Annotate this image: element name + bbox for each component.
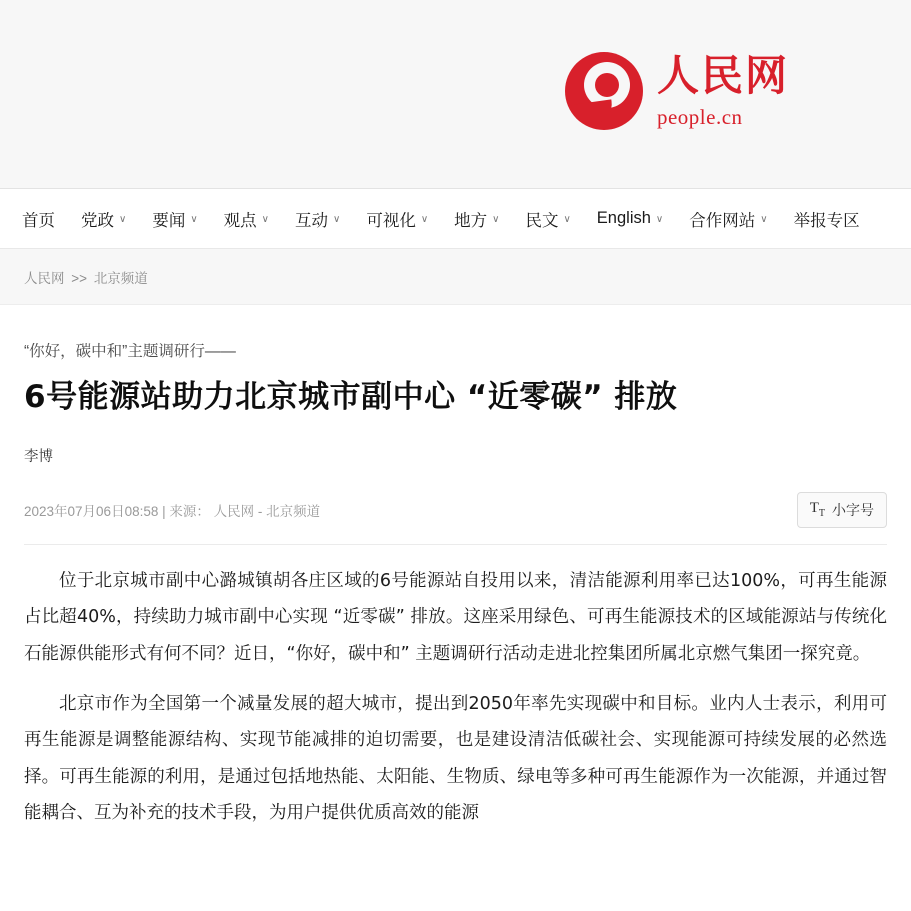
breadcrumb — [24, 267, 148, 287]
article-source: 人民网 - 北京频道 — [213, 503, 321, 519]
chevron-down-icon: ∨ — [420, 214, 429, 225]
nav-item-label: 合作网站 — [689, 211, 756, 230]
chevron-down-icon: ∨ — [190, 214, 198, 225]
font-size-icon — [810, 500, 825, 519]
nav-item-label: 党政 — [81, 211, 114, 230]
article-meta-left — [24, 500, 320, 520]
site-logo[interactable] — [565, 52, 789, 130]
nav-item-local[interactable] — [454, 207, 499, 231]
article-meta-row — [24, 492, 887, 545]
nav-item-label: 互动 — [294, 211, 328, 230]
nav-item-english[interactable] — [597, 209, 663, 228]
article — [0, 305, 911, 832]
nav-item-interaction[interactable] — [295, 207, 340, 231]
chevron-down-icon: ∨ — [261, 214, 269, 225]
article-paragraph: 北京市作为全国第一个减量发展的超大城市，提出到2050年率先实现碳中和目标。业内人士表示，利用可再生能源是调整能源结构、实现节能减排的迫切需要，也是建设清洁低碳社会、实现能源可持续发展的必然选择。可再生能源的利用，是通过包括地热能、太阳能、生物质、绿电等多种可再生能源作为一次能源，并通过智能耦合、互为补充的技术手段，为用户提供优质高效的能源 — [24, 694, 887, 824]
nav-item-ethnic-languages[interactable] — [525, 207, 570, 231]
page-title: 6号能源站助力北京城市副中心 “近零碳” 排放 — [24, 379, 678, 415]
logo-english-name: people.cn — [656, 104, 743, 129]
breadcrumb-bar — [0, 249, 911, 305]
article-author: 李博 — [24, 448, 53, 465]
nav-item-label: 观点 — [223, 211, 257, 230]
article-body — [24, 545, 887, 832]
chevron-down-icon: ∨ — [760, 214, 768, 225]
logo-chinese-name: 人民网 — [656, 50, 789, 100]
chevron-down-icon: ∨ — [655, 214, 664, 225]
site-header — [0, 0, 911, 189]
nav-item-partner-sites[interactable] — [689, 207, 767, 231]
breadcrumb-link-current[interactable]: 北京频道 — [93, 270, 148, 286]
nav-item-top-news[interactable] — [152, 207, 197, 231]
breadcrumb-separator: >> — [71, 270, 88, 286]
article-kicker: “你好，碳中和”主题调研行—— — [24, 343, 236, 360]
nav-item-home[interactable] — [22, 207, 55, 231]
breadcrumb-link-root[interactable]: 人民网 — [24, 270, 65, 286]
main-navigation — [0, 189, 911, 249]
font-size-icon-sub: T — [818, 508, 825, 520]
nav-item-label: 可视化 — [366, 211, 416, 230]
chevron-down-icon: ∨ — [332, 214, 341, 225]
people-cn-logo-icon — [565, 52, 643, 130]
article-paragraph: 位于北京城市副中心潞城镇胡各庄区域的6号能源站自投用以来，清洁能源利用率已达100%，可再生能源占比超40%，持续助力城市副中心实现 “近零碳” 排放。这座采用绿色、可再生能源技术的区域能源站与传统化石能源供能形式有何不同？近日，“你好，碳中和” 主题调研行活动走进北控集团所属北京燃气集团一探究竟。 — [24, 570, 887, 664]
font-size-icon-main: T — [809, 500, 819, 517]
nav-item-party-government[interactable] — [81, 207, 126, 231]
chevron-down-icon: ∨ — [563, 214, 571, 225]
article-source-label: | 来源： — [162, 503, 210, 519]
nav-item-label: 要闻 — [152, 211, 186, 230]
nav-item-label: English — [596, 209, 651, 227]
font-size-button[interactable] — [797, 492, 887, 528]
nav-item-report-zone[interactable] — [794, 207, 860, 231]
nav-item-opinion[interactable] — [224, 207, 269, 231]
article-timestamp: 2023年07月06日08:58 — [24, 503, 159, 519]
nav-item-label: 地方 — [454, 211, 488, 230]
chevron-down-icon: ∨ — [492, 214, 500, 225]
nav-item-visualization[interactable] — [366, 207, 428, 231]
nav-item-label: 举报专区 — [793, 211, 860, 230]
chevron-down-icon: ∨ — [119, 214, 127, 225]
nav-item-label: 首页 — [22, 211, 55, 230]
logo-text — [656, 50, 789, 129]
nav-item-label: 民文 — [525, 211, 559, 230]
font-size-button-label: 小字号 — [832, 501, 874, 518]
